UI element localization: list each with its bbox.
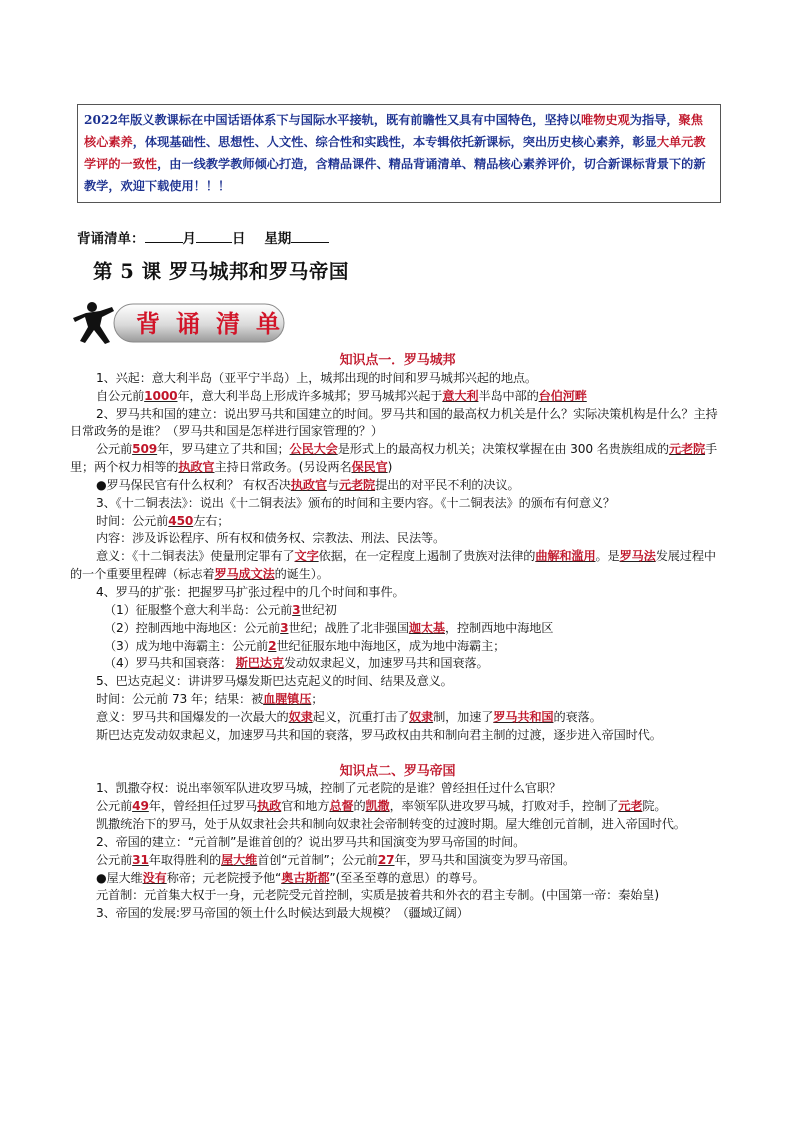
- banner-char: 清: [216, 309, 240, 338]
- key-term: 曲解和滥用: [535, 549, 596, 564]
- key-term: 斯巴达克: [235, 656, 284, 671]
- day-label: 日: [232, 231, 246, 247]
- key-term: 3: [292, 602, 301, 617]
- key-term: 元老院: [338, 477, 376, 492]
- text-line: ●罗马保民官有什么权利？ 有权否决执政官与元老院提出的对平民不利的决议。: [96, 477, 520, 492]
- banner-char: 单: [256, 309, 280, 338]
- notice-highlight: 唯物史观: [581, 113, 630, 127]
- text-line: 公元前49年，曾经担任过罗马执政官和地方总督的凯撒，率领军队进攻罗马城，打败对手，控制了元老院。: [96, 799, 667, 814]
- key-term: 屋大维: [221, 852, 258, 867]
- text-line: 公元前509年，罗马建立了共和国；公民大会是形式上的最高权力机关；决策权掌握在由 300 名贵族组成的元老院手里；两个权力相等的执政官主持日常政务。(另设两名保民官): [70, 442, 718, 475]
- key-term: 公民大会: [289, 442, 338, 457]
- key-term: 49: [132, 799, 149, 814]
- text-line: 凯撒统治下的罗马，处于从奴隶社会共和制向奴隶社会帝制转变的过渡时期。屋大维创元首制，进入帝国时代。: [96, 817, 686, 832]
- key-term: 罗马法: [619, 549, 656, 564]
- recite-date-line: [77, 227, 329, 247]
- text-line: 元首制：元首集大权于一身，元老院受元首控制，实质是披着共和外衣的君主专制。(中国第一帝：秦始皇): [96, 888, 659, 903]
- key-term: 文字: [294, 549, 319, 564]
- week-label: 星期: [264, 231, 292, 247]
- text-line: （3）成为地中海霸主：公元前2世纪征服东地中海地区，成为地中海霸主；: [104, 638, 506, 653]
- key-term: 总督: [329, 799, 354, 814]
- text-line: （2）控制西地中海地区：公元前3世纪；战胜了北非强国迦太基，控制西地中海地区: [104, 620, 554, 635]
- text-line: 4、罗马的扩张：把握罗马扩张过程中的几个时间和事件。: [96, 584, 405, 599]
- text-line: 2、帝国的建立：“元首制”是谁首创的？说出罗马共和国演变为罗马帝国的时间。: [96, 834, 526, 849]
- notice-text: ，体现基础性、思想性、人文性、综合性和实践性，本专辑依托新课标，突出历史核心素养，彰显: [132, 135, 657, 149]
- recite-label: 背诵清单：: [77, 231, 145, 247]
- key-term: 执政: [257, 799, 282, 814]
- key-term: 执政官: [178, 460, 215, 475]
- text-line: ●屋大维没有称帝；元老院授予他“奥古斯都”(至圣至尊的意思）的尊号。: [96, 870, 485, 885]
- text-line: 内容：涉及诉讼程序、所有权和债务权、宗教法、刑法、民法等。: [96, 531, 446, 546]
- text-line: 1、兴起：意大利半岛（亚平宁半岛）上，城邦出现的时间和罗马城邦兴起的地点。: [96, 370, 537, 385]
- text-line: 3、《十二铜表法》：说出《十二铜表法》颁布的时间和主要内容。《十二铜表法》的颁布有何意义？: [96, 495, 615, 510]
- month-label: 月: [182, 231, 196, 247]
- text-line: （4）罗马共和国衰落： 斯巴达克发动奴隶起义，加速罗马共和国衰落。: [104, 656, 489, 671]
- knowledge-point-title: 知识点一．罗马城邦: [339, 353, 456, 368]
- notice-highlight: 聚焦核心素养: [84, 113, 703, 149]
- recite-content: [70, 352, 725, 923]
- intro-notice-box: [77, 104, 721, 203]
- key-term: 血腥镇压: [263, 692, 312, 707]
- text-line: 自公元前1000年，意大利半岛上形成许多城邦；罗马城邦兴起于意大利半岛中部的台伯河畔: [96, 388, 587, 403]
- text-line: （1）征服整个意大利半岛：公元前3世纪初: [104, 602, 337, 617]
- text-line: 斯巴达克发动奴隶起义，加速罗马共和国的衰落，罗马政权由共和制向君主制的过渡，逐步进入帝国时代。: [96, 727, 662, 742]
- key-term: 1000: [144, 388, 178, 403]
- notice-text: 为指导，: [629, 113, 679, 127]
- key-term: 执政官: [290, 477, 327, 492]
- key-term: 罗马成文法: [214, 567, 275, 582]
- key-term: 保民官: [351, 460, 388, 475]
- key-term: 450: [168, 513, 194, 528]
- month-blank: [145, 229, 183, 243]
- week-blank: [291, 229, 329, 243]
- notice-text: ，由一线教学教师倾心打造，含精品课件、精品背诵清单、精品核心素养评价，切合新课标背景下的新教学，欢迎下载使用！！！: [84, 157, 706, 193]
- text-line: 3、帝国的发展:罗马帝国的领土什么时候达到最大规模？（疆域辽阔）: [96, 906, 469, 921]
- lesson-title: 第 5 课 罗马城邦和罗马帝国: [93, 260, 349, 283]
- key-term: 3: [280, 620, 289, 635]
- banner-char: 诵: [176, 309, 200, 338]
- key-term: 迦太基: [408, 620, 445, 635]
- key-term: 元老: [618, 799, 643, 814]
- key-term: 凯撒: [365, 799, 390, 814]
- key-term: 元老院: [668, 442, 706, 457]
- key-term: 27: [377, 852, 395, 867]
- key-term: 奴隶: [409, 709, 434, 724]
- banner-char: 背: [136, 309, 160, 338]
- key-term: 罗马共和国: [493, 709, 554, 724]
- key-term: 意大利: [442, 388, 479, 403]
- text-line: 意义：罗马共和国爆发的一次最大的奴隶起义，沉重打击了奴隶制，加速了罗马共和国的衰落。: [96, 709, 602, 724]
- key-term: 奥古斯都: [281, 870, 330, 885]
- key-term: 509: [132, 442, 158, 457]
- notice-text: 2022年版义教课标在中国话语体系下与国际水平接轨，既有前瞻性又具有中国特色，坚持以: [84, 113, 582, 127]
- recite-list-banner: [72, 298, 287, 348]
- key-term: 台伯河畔: [538, 388, 587, 403]
- text-line: 时间：公元前 73 年；结果：被血腥镇压；: [96, 692, 324, 707]
- day-blank: [196, 229, 232, 243]
- text-line: 意义：《十二铜表法》使量刑定罪有了文字依据，在一定程度上遏制了贵族对法律的曲解和滥用。是罗马法发展过程中的一个重要里程碑（标志着罗马成文法的诞生）。: [70, 549, 716, 582]
- notice-highlight: 大单元教学评的一致性: [84, 135, 706, 171]
- key-term: 31: [132, 852, 149, 867]
- martial-artist-icon: [73, 302, 114, 344]
- knowledge-point-title: 知识点二、罗马帝国: [339, 763, 456, 779]
- key-term: 奴隶: [288, 709, 313, 724]
- key-term: 没有: [142, 870, 167, 885]
- text-line: 1、凯撒夺权：说出率领军队进攻罗马城，控制了元老院的是谁？曾经担任过什么官职？: [96, 781, 562, 796]
- text-line: 2、罗马共和国的建立：说出罗马共和国建立的时间。罗马共和国的最高权力机关是什么？实际决策机构是什么？主持日常政务的是谁？（罗马共和国是怎样进行国家管理的？）: [70, 406, 718, 439]
- text-line: 时间：公元前450左右；: [96, 513, 230, 528]
- text-line: 公元前31年取得胜利的屋大维首创“元首制”；公元前27年，罗马共和国演变为罗马帝国。: [96, 852, 576, 867]
- key-term: 2: [268, 638, 277, 653]
- text-line: 5、巴达克起义：讲讲罗马爆发斯巴达克起义的时间、结果及意义。: [96, 674, 453, 689]
